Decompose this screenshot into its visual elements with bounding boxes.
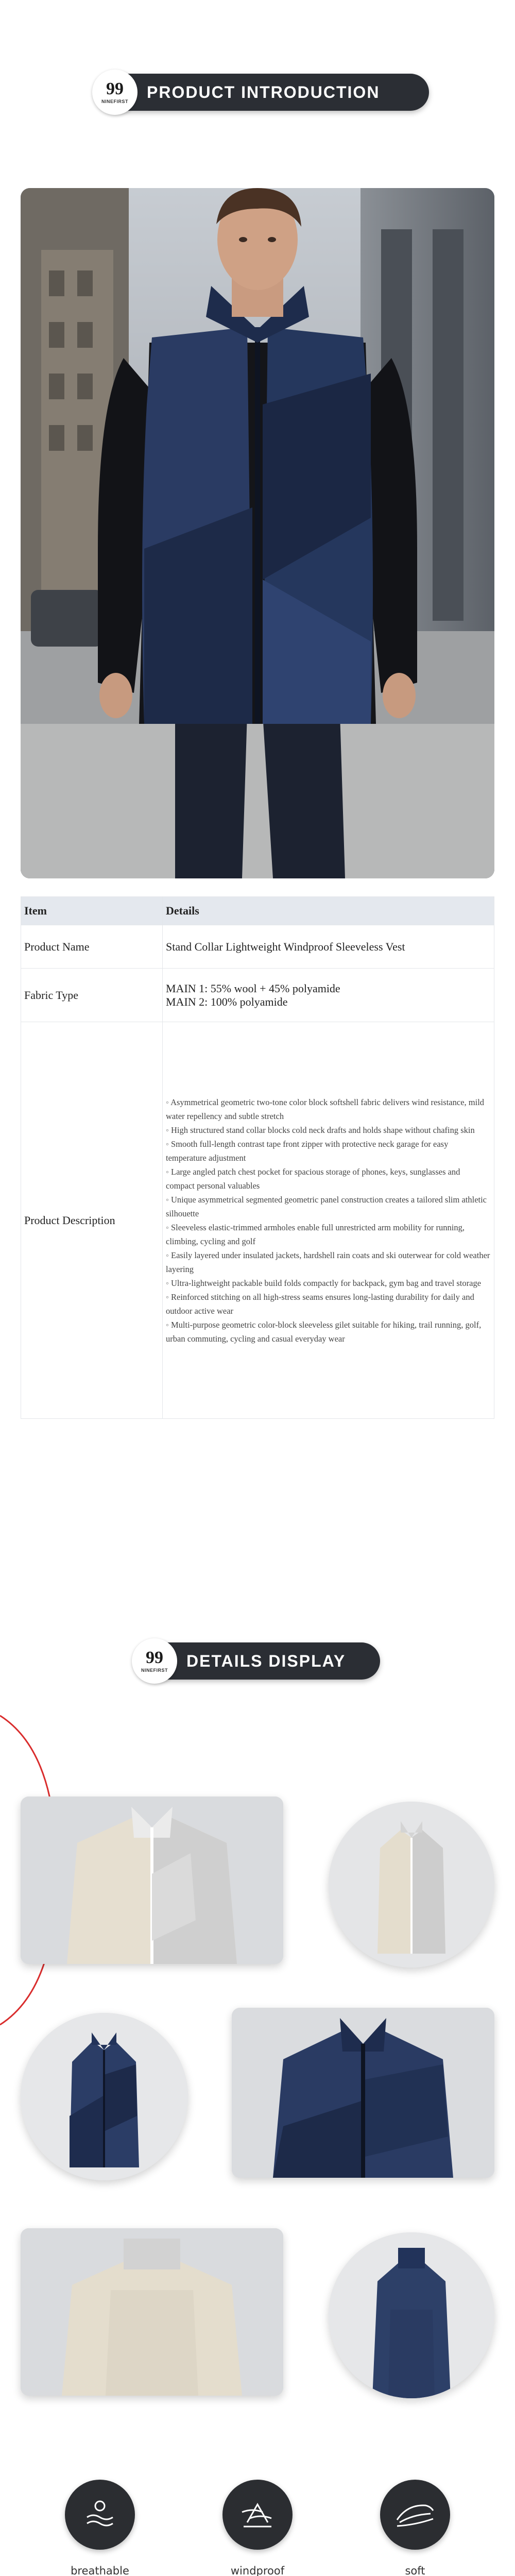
feature-windproof — [222, 2480, 293, 2550]
product-spec-table — [21, 896, 494, 1419]
table-row-product-name — [21, 925, 494, 969]
list-item: ◦ Large angled patch chest pocket for spacious storage of phones, keys, sunglasses and compact personal valuables — [166, 1165, 491, 1193]
list-item: ◦ Ultra-lightweight packable build folds compactly for backpack, gym bag and travel storage — [166, 1276, 491, 1290]
fabric-main-2: MAIN 2: 100% polyamide — [166, 995, 288, 1008]
windproof-icon — [239, 2497, 276, 2533]
brand-logo: 99 NINEFIRST — [92, 70, 138, 115]
table-row-fabric — [21, 969, 494, 1022]
beige-vest-closeup — [21, 1797, 283, 1964]
header-item: Item — [21, 897, 163, 925]
feature-soft — [380, 2480, 450, 2550]
list-item: ◦ Unique asymmetrical segmented geometric panel construction creates a tailored slim athletic silhouette — [166, 1193, 491, 1221]
detail-image-navy-vest-back — [329, 2232, 494, 2398]
list-item: ◦ High structured stand collar blocks cold neck drafts and holds shape without chafing skin — [166, 1123, 491, 1137]
detail-image-navy-vest-front — [232, 2008, 494, 2178]
fabric-values — [163, 969, 494, 1022]
beige-vest-full — [329, 1802, 494, 1968]
hero-model-photo — [21, 188, 494, 878]
section-title: PRODUCT INTRODUCTION — [147, 82, 380, 101]
breathable-icon — [82, 2497, 118, 2533]
description-label: Product Description — [21, 1022, 163, 1419]
list-item: ◦ Easily layered under insulated jackets, hardshell rain coats and ski outerwear for cold weather layering — [166, 1248, 491, 1276]
brand-logo: 99 NINEFIRST — [132, 1638, 177, 1684]
section-header-product-introduction — [99, 74, 429, 111]
feature-breathable — [65, 2480, 135, 2550]
hero-illustration — [21, 188, 494, 878]
list-item: ◦ Sleeveless elastic-trimmed armholes enable full unrestricted arm mobility for running, climbing, cycling and golf — [166, 1221, 491, 1248]
description-values — [163, 1022, 494, 1419]
list-item: ◦ Reinforced stitching on all high-stress seams ensures long-lasting durability for daily and outdoor active wear — [166, 1290, 491, 1318]
fabric-main-1: MAIN 1: 55% wool + 45% polyamide — [166, 981, 340, 995]
section-title: DETAILS DISPLAY — [186, 1651, 346, 1670]
soft-feather-icon — [394, 2499, 436, 2530]
fabric-label: Fabric Type — [21, 969, 163, 1022]
beige-vest-back — [21, 2228, 283, 2396]
product-name-label: Product Name — [21, 925, 163, 969]
list-item: ◦ Smooth full-length contrast tape front zipper with protective neck garage for easy temperature adjustment — [166, 1137, 491, 1165]
detail-image-beige-vest-front — [21, 1797, 283, 1964]
navy-vest-closeup — [232, 2008, 494, 2178]
feature-label: windproof — [230, 2565, 285, 2576]
list-item: ◦ Multi-purpose geometric color-block sleeveless gilet suitable for hiking, trail running, golf, urban commuting, cycling and casual everyday wear — [166, 1318, 491, 1346]
product-name-value: Stand Collar Lightweight Windproof Sleeveless Vest — [163, 925, 494, 969]
feature-label: breathable — [71, 2565, 129, 2576]
table-row-description — [21, 1022, 494, 1419]
detail-image-beige-vest-back — [21, 2228, 283, 2396]
header-details: Details — [163, 897, 494, 925]
description-list — [166, 1095, 491, 1346]
navy-vest-back — [329, 2232, 494, 2398]
detail-image-beige-vest-full — [329, 1802, 494, 1968]
table-header-row — [21, 897, 494, 925]
section-header-details-display — [139, 1642, 380, 1680]
navy-vest-full — [21, 2013, 188, 2180]
list-item: ◦ Asymmetrical geometric two-tone color block softshell fabric delivers wind resistance, mild water repellency and subtle stretch — [166, 1095, 491, 1123]
feature-label: soft — [405, 2565, 425, 2576]
detail-image-navy-vest-full — [21, 2013, 188, 2180]
